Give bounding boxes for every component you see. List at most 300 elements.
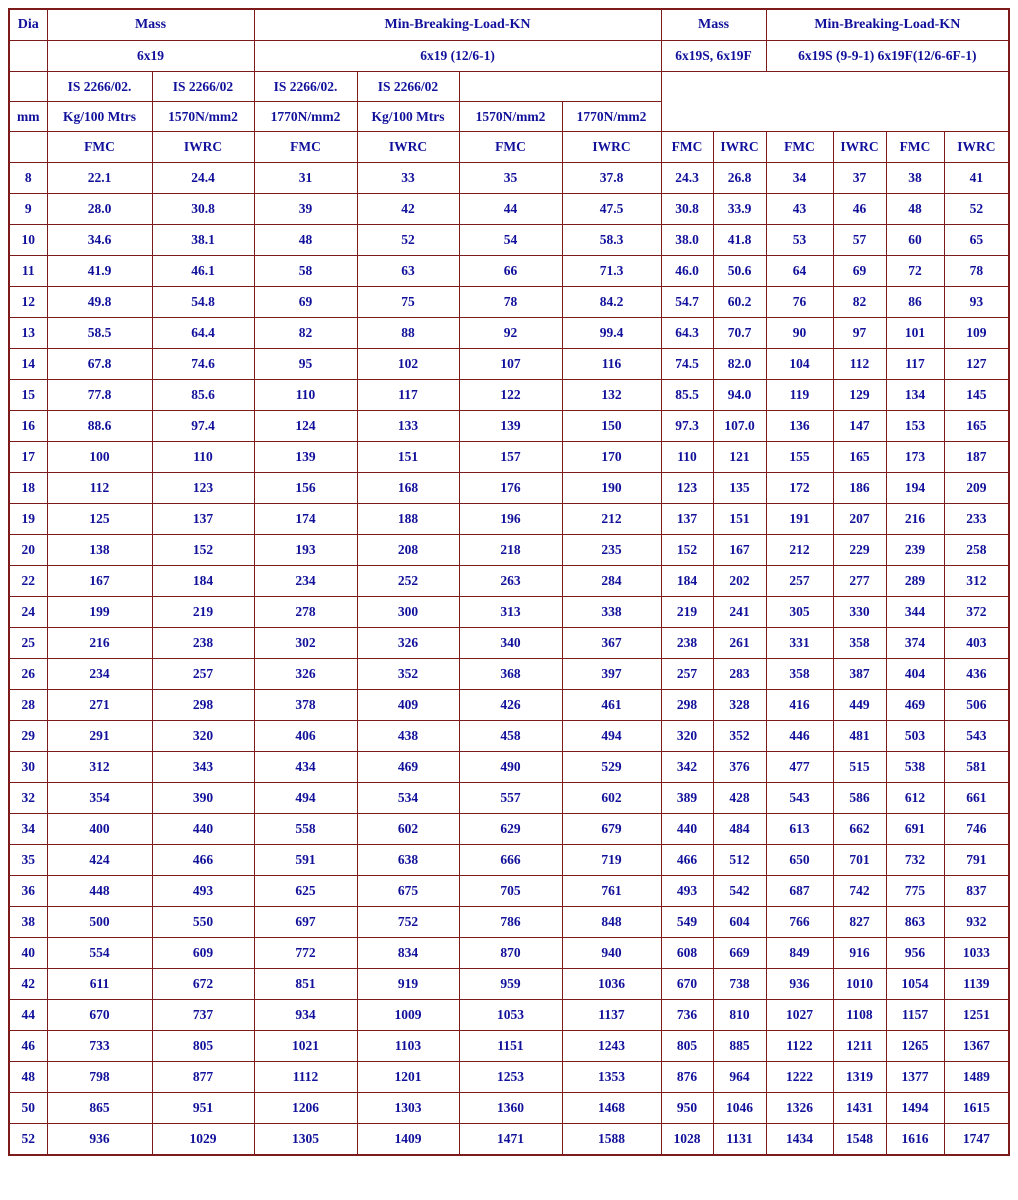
value-cell: 101 <box>886 318 944 349</box>
value-cell: 121 <box>713 442 766 473</box>
value-cell: 919 <box>357 969 459 1000</box>
value-cell: 69 <box>833 256 886 287</box>
value-cell: 193 <box>254 535 357 566</box>
value-cell: 613 <box>766 814 833 845</box>
value-cell: 608 <box>661 938 713 969</box>
value-cell: 212 <box>562 504 661 535</box>
header-standard: IS 2266/02. <box>254 72 357 102</box>
value-cell: 172 <box>766 473 833 504</box>
value-cell: 216 <box>47 628 152 659</box>
value-cell: 950 <box>661 1093 713 1124</box>
value-cell: 1489 <box>944 1062 1009 1093</box>
value-cell: 581 <box>944 752 1009 783</box>
header-unit-label: Kg/100 Mtrs <box>357 102 459 132</box>
value-cell: 38.0 <box>661 225 713 256</box>
value-cell: 42 <box>357 194 459 225</box>
dia-cell: 25 <box>9 628 47 659</box>
value-cell: 34 <box>766 163 833 194</box>
header-unit-mm: mm <box>9 102 47 132</box>
value-cell: 54 <box>459 225 562 256</box>
value-cell: 145 <box>944 380 1009 411</box>
dia-cell: 11 <box>9 256 47 287</box>
value-cell: 137 <box>661 504 713 535</box>
value-cell: 1222 <box>766 1062 833 1093</box>
value-cell: 1046 <box>713 1093 766 1124</box>
value-cell: 876 <box>661 1062 713 1093</box>
value-cell: 670 <box>661 969 713 1000</box>
value-cell: 74.6 <box>152 349 254 380</box>
value-cell: 458 <box>459 721 562 752</box>
value-cell: 157 <box>459 442 562 473</box>
value-cell: 669 <box>713 938 766 969</box>
value-cell: 165 <box>944 411 1009 442</box>
value-cell: 34.6 <box>47 225 152 256</box>
wire-rope-spec-table <box>8 8 1010 1156</box>
value-cell: 235 <box>562 535 661 566</box>
value-cell: 33 <box>357 163 459 194</box>
value-cell: 64.4 <box>152 318 254 349</box>
value-cell: 352 <box>357 659 459 690</box>
value-cell: 52 <box>357 225 459 256</box>
value-cell: 326 <box>357 628 459 659</box>
value-cell: 283 <box>713 659 766 690</box>
value-cell: 1615 <box>944 1093 1009 1124</box>
value-cell: 58.3 <box>562 225 661 256</box>
value-cell: 109 <box>944 318 1009 349</box>
value-cell: 78 <box>459 287 562 318</box>
value-cell: 752 <box>357 907 459 938</box>
value-cell: 43 <box>766 194 833 225</box>
value-cell: 352 <box>713 721 766 752</box>
value-cell: 670 <box>47 1000 152 1031</box>
value-cell: 354 <box>47 783 152 814</box>
dia-cell: 17 <box>9 442 47 473</box>
value-cell: 1588 <box>562 1124 661 1156</box>
value-cell: 538 <box>886 752 944 783</box>
value-cell: 863 <box>886 907 944 938</box>
value-cell: 123 <box>152 473 254 504</box>
value-cell: 1747 <box>944 1124 1009 1156</box>
value-cell: 591 <box>254 845 357 876</box>
value-cell: 132 <box>562 380 661 411</box>
value-cell: 60.2 <box>713 287 766 318</box>
value-cell: 116 <box>562 349 661 380</box>
value-cell: 1377 <box>886 1062 944 1093</box>
value-cell: 629 <box>459 814 562 845</box>
value-cell: 403 <box>944 628 1009 659</box>
value-cell: 26.8 <box>713 163 766 194</box>
dia-cell: 10 <box>9 225 47 256</box>
header-empty-merged-cell <box>661 72 1009 132</box>
value-cell: 1367 <box>944 1031 1009 1062</box>
value-cell: 1151 <box>459 1031 562 1062</box>
value-cell: 1054 <box>886 969 944 1000</box>
header-unit-label: 1570N/mm2 <box>152 102 254 132</box>
value-cell: 733 <box>47 1031 152 1062</box>
value-cell: 136 <box>766 411 833 442</box>
dia-cell: 18 <box>9 473 47 504</box>
table-row <box>9 783 1009 814</box>
dia-cell: 15 <box>9 380 47 411</box>
value-cell: 74.5 <box>661 349 713 380</box>
value-cell: 57 <box>833 225 886 256</box>
value-cell: 64.3 <box>661 318 713 349</box>
value-cell: 810 <box>713 1000 766 1031</box>
value-cell: 940 <box>562 938 661 969</box>
header-empty-cell <box>459 72 661 102</box>
value-cell: 672 <box>152 969 254 1000</box>
value-cell: 46 <box>833 194 886 225</box>
value-cell: 168 <box>357 473 459 504</box>
value-cell: 805 <box>661 1031 713 1062</box>
table-row <box>9 1093 1009 1124</box>
value-cell: 374 <box>886 628 944 659</box>
value-cell: 1434 <box>766 1124 833 1156</box>
value-cell: 82.0 <box>713 349 766 380</box>
value-cell: 110 <box>661 442 713 473</box>
value-cell: 387 <box>833 659 886 690</box>
header-construction-6x19: 6x19 <box>47 41 254 72</box>
value-cell: 122 <box>459 380 562 411</box>
value-cell: 41.9 <box>47 256 152 287</box>
value-cell: 298 <box>152 690 254 721</box>
value-cell: 125 <box>47 504 152 535</box>
value-cell: 1251 <box>944 1000 1009 1031</box>
value-cell: 97.4 <box>152 411 254 442</box>
dia-cell: 40 <box>9 938 47 969</box>
value-cell: 870 <box>459 938 562 969</box>
table-row <box>9 504 1009 535</box>
value-cell: 1137 <box>562 1000 661 1031</box>
value-cell: 94.0 <box>713 380 766 411</box>
value-cell: 1548 <box>833 1124 886 1156</box>
value-cell: 219 <box>152 597 254 628</box>
value-cell: 104 <box>766 349 833 380</box>
value-cell: 1265 <box>886 1031 944 1062</box>
dia-cell: 22 <box>9 566 47 597</box>
value-cell: 1139 <box>944 969 1009 1000</box>
value-cell: 426 <box>459 690 562 721</box>
table-row <box>9 1124 1009 1156</box>
value-cell: 436 <box>944 659 1009 690</box>
table-row <box>9 721 1009 752</box>
table-row <box>9 1031 1009 1062</box>
value-cell: 312 <box>47 752 152 783</box>
value-cell: 284 <box>562 566 661 597</box>
value-cell: 848 <box>562 907 661 938</box>
header-core-type: FMC <box>766 132 833 163</box>
header-row-constructions <box>9 41 1009 72</box>
dia-cell: 42 <box>9 969 47 1000</box>
table-row <box>9 287 1009 318</box>
value-cell: 1021 <box>254 1031 357 1062</box>
header-row-titles <box>9 9 1009 41</box>
value-cell: 151 <box>357 442 459 473</box>
dia-cell: 36 <box>9 876 47 907</box>
value-cell: 959 <box>459 969 562 1000</box>
value-cell: 481 <box>833 721 886 752</box>
value-cell: 586 <box>833 783 886 814</box>
dia-cell: 46 <box>9 1031 47 1062</box>
header-row-core-types <box>9 132 1009 163</box>
dia-cell: 35 <box>9 845 47 876</box>
value-cell: 119 <box>766 380 833 411</box>
value-cell: 490 <box>459 752 562 783</box>
value-cell: 1211 <box>833 1031 886 1062</box>
value-cell: 1112 <box>254 1062 357 1093</box>
value-cell: 156 <box>254 473 357 504</box>
value-cell: 1243 <box>562 1031 661 1062</box>
header-unit-label: 1770N/mm2 <box>562 102 661 132</box>
value-cell: 257 <box>661 659 713 690</box>
value-cell: 469 <box>357 752 459 783</box>
header-core-type: FMC <box>47 132 152 163</box>
value-cell: 367 <box>562 628 661 659</box>
header-unit-label: 1770N/mm2 <box>254 102 357 132</box>
value-cell: 139 <box>254 442 357 473</box>
value-cell: 1122 <box>766 1031 833 1062</box>
value-cell: 117 <box>886 349 944 380</box>
table-row <box>9 535 1009 566</box>
value-cell: 41.8 <box>713 225 766 256</box>
value-cell: 737 <box>152 1000 254 1031</box>
table-row <box>9 349 1009 380</box>
value-cell: 1103 <box>357 1031 459 1062</box>
value-cell: 184 <box>152 566 254 597</box>
value-cell: 82 <box>833 287 886 318</box>
value-cell: 493 <box>152 876 254 907</box>
table-body <box>9 163 1009 1156</box>
value-cell: 112 <box>47 473 152 504</box>
value-cell: 934 <box>254 1000 357 1031</box>
value-cell: 837 <box>944 876 1009 907</box>
value-cell: 167 <box>713 535 766 566</box>
value-cell: 558 <box>254 814 357 845</box>
table-row <box>9 225 1009 256</box>
value-cell: 484 <box>713 814 766 845</box>
header-construction-6x19s-6x19f: 6x19S, 6x19F <box>661 41 766 72</box>
value-cell: 191 <box>766 504 833 535</box>
value-cell: 1431 <box>833 1093 886 1124</box>
value-cell: 229 <box>833 535 886 566</box>
value-cell: 542 <box>713 876 766 907</box>
value-cell: 766 <box>766 907 833 938</box>
value-cell: 67.8 <box>47 349 152 380</box>
value-cell: 60 <box>886 225 944 256</box>
value-cell: 851 <box>254 969 357 1000</box>
dia-cell: 29 <box>9 721 47 752</box>
value-cell: 612 <box>886 783 944 814</box>
value-cell: 212 <box>766 535 833 566</box>
value-cell: 687 <box>766 876 833 907</box>
value-cell: 110 <box>254 380 357 411</box>
value-cell: 127 <box>944 349 1009 380</box>
value-cell: 167 <box>47 566 152 597</box>
value-cell: 376 <box>713 752 766 783</box>
value-cell: 389 <box>661 783 713 814</box>
value-cell: 732 <box>886 845 944 876</box>
header-mass-left: Mass <box>47 9 254 41</box>
value-cell: 378 <box>254 690 357 721</box>
value-cell: 604 <box>713 907 766 938</box>
value-cell: 798 <box>47 1062 152 1093</box>
value-cell: 48 <box>886 194 944 225</box>
value-cell: 675 <box>357 876 459 907</box>
value-cell: 170 <box>562 442 661 473</box>
value-cell: 1353 <box>562 1062 661 1093</box>
value-cell: 53 <box>766 225 833 256</box>
value-cell: 88 <box>357 318 459 349</box>
value-cell: 72 <box>886 256 944 287</box>
value-cell: 500 <box>47 907 152 938</box>
table-row <box>9 845 1009 876</box>
value-cell: 233 <box>944 504 1009 535</box>
value-cell: 234 <box>47 659 152 690</box>
header-empty-cell <box>9 132 47 163</box>
value-cell: 951 <box>152 1093 254 1124</box>
value-cell: 100 <box>47 442 152 473</box>
value-cell: 602 <box>562 783 661 814</box>
value-cell: 33.9 <box>713 194 766 225</box>
value-cell: 534 <box>357 783 459 814</box>
value-cell: 1409 <box>357 1124 459 1156</box>
table-row <box>9 163 1009 194</box>
dia-cell: 52 <box>9 1124 47 1156</box>
table-row <box>9 473 1009 504</box>
value-cell: 97 <box>833 318 886 349</box>
value-cell: 194 <box>886 473 944 504</box>
value-cell: 320 <box>661 721 713 752</box>
value-cell: 466 <box>152 845 254 876</box>
value-cell: 84.2 <box>562 287 661 318</box>
value-cell: 557 <box>459 783 562 814</box>
value-cell: 956 <box>886 938 944 969</box>
value-cell: 31 <box>254 163 357 194</box>
value-cell: 155 <box>766 442 833 473</box>
header-mass-right: Mass <box>661 9 766 41</box>
dia-cell: 9 <box>9 194 47 225</box>
value-cell: 1108 <box>833 1000 886 1031</box>
value-cell: 298 <box>661 690 713 721</box>
dia-cell: 38 <box>9 907 47 938</box>
value-cell: 58.5 <box>47 318 152 349</box>
value-cell: 261 <box>713 628 766 659</box>
value-cell: 742 <box>833 876 886 907</box>
value-cell: 173 <box>886 442 944 473</box>
header-unit-label: 1570N/mm2 <box>459 102 562 132</box>
value-cell: 786 <box>459 907 562 938</box>
header-core-type: FMC <box>459 132 562 163</box>
value-cell: 1471 <box>459 1124 562 1156</box>
value-cell: 187 <box>944 442 1009 473</box>
value-cell: 54.7 <box>661 287 713 318</box>
value-cell: 529 <box>562 752 661 783</box>
value-cell: 936 <box>47 1124 152 1156</box>
value-cell: 625 <box>254 876 357 907</box>
table-row <box>9 442 1009 473</box>
value-cell: 438 <box>357 721 459 752</box>
value-cell: 1010 <box>833 969 886 1000</box>
value-cell: 47.5 <box>562 194 661 225</box>
value-cell: 176 <box>459 473 562 504</box>
value-cell: 123 <box>661 473 713 504</box>
value-cell: 834 <box>357 938 459 969</box>
value-cell: 775 <box>886 876 944 907</box>
value-cell: 263 <box>459 566 562 597</box>
dia-cell: 24 <box>9 597 47 628</box>
value-cell: 107.0 <box>713 411 766 442</box>
value-cell: 512 <box>713 845 766 876</box>
value-cell: 97.3 <box>661 411 713 442</box>
value-cell: 638 <box>357 845 459 876</box>
table-row <box>9 752 1009 783</box>
value-cell: 661 <box>944 783 1009 814</box>
value-cell: 241 <box>713 597 766 628</box>
header-empty-cell <box>9 72 47 102</box>
value-cell: 340 <box>459 628 562 659</box>
value-cell: 1206 <box>254 1093 357 1124</box>
value-cell: 28.0 <box>47 194 152 225</box>
table-row <box>9 690 1009 721</box>
value-cell: 76 <box>766 287 833 318</box>
value-cell: 404 <box>886 659 944 690</box>
value-cell: 165 <box>833 442 886 473</box>
value-cell: 791 <box>944 845 1009 876</box>
value-cell: 320 <box>152 721 254 752</box>
value-cell: 1616 <box>886 1124 944 1156</box>
value-cell: 409 <box>357 690 459 721</box>
table-row <box>9 659 1009 690</box>
value-cell: 515 <box>833 752 886 783</box>
table-row <box>9 876 1009 907</box>
value-cell: 469 <box>886 690 944 721</box>
value-cell: 82 <box>254 318 357 349</box>
header-construction-6x19s-6x19f-detail: 6x19S (9-9-1) 6x19F(12/6-6F-1) <box>766 41 1009 72</box>
value-cell: 90 <box>766 318 833 349</box>
table-row <box>9 628 1009 659</box>
value-cell: 1009 <box>357 1000 459 1031</box>
value-cell: 102 <box>357 349 459 380</box>
value-cell: 406 <box>254 721 357 752</box>
value-cell: 705 <box>459 876 562 907</box>
value-cell: 46.1 <box>152 256 254 287</box>
value-cell: 186 <box>833 473 886 504</box>
value-cell: 71.3 <box>562 256 661 287</box>
table-row <box>9 194 1009 225</box>
value-cell: 494 <box>254 783 357 814</box>
value-cell: 22.1 <box>47 163 152 194</box>
dia-cell: 44 <box>9 1000 47 1031</box>
header-construction-6x19-12-6-1: 6x19 (12/6-1) <box>254 41 661 72</box>
value-cell: 885 <box>713 1031 766 1062</box>
value-cell: 112 <box>833 349 886 380</box>
value-cell: 461 <box>562 690 661 721</box>
value-cell: 95 <box>254 349 357 380</box>
value-cell: 1157 <box>886 1000 944 1031</box>
dia-cell: 28 <box>9 690 47 721</box>
header-min-breaking-load-right: Min-Breaking-Load-KN <box>766 9 1009 41</box>
value-cell: 805 <box>152 1031 254 1062</box>
value-cell: 238 <box>152 628 254 659</box>
value-cell: 277 <box>833 566 886 597</box>
value-cell: 506 <box>944 690 1009 721</box>
value-cell: 1027 <box>766 1000 833 1031</box>
value-cell: 30.8 <box>152 194 254 225</box>
header-core-type: IWRC <box>562 132 661 163</box>
dia-cell: 12 <box>9 287 47 318</box>
table-row <box>9 566 1009 597</box>
header-dia: Dia <box>9 9 47 41</box>
